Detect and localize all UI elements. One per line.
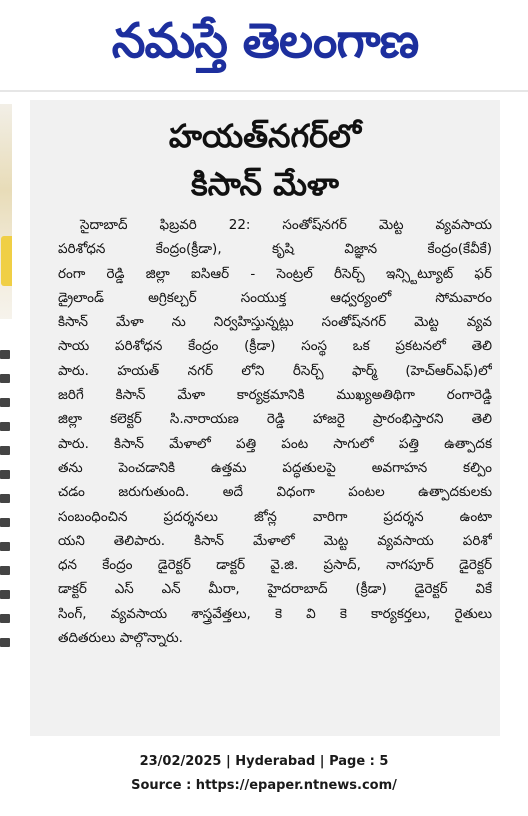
source-url: Source : https://epaper.ntnews.com/ bbox=[131, 778, 397, 793]
article-body-line: తను పెంచడానికి ఉత్తమ పద్ధతులపై అవగాహన కల్పిం bbox=[58, 459, 492, 476]
edition-info: 23/02/2025 | Hyderabad | Page : 5 bbox=[139, 754, 389, 769]
article-body-line: రంగా రెడ్డి జిల్లా ఐసిఆర్ - సెంట్రల్ రీసెర్చ్ ఇన్స్టిట్యూట్ ఫర్ bbox=[58, 265, 492, 282]
adjacent-photo-detail bbox=[1, 236, 12, 286]
article-body-line: జిల్లా కలెక్టర్ సి.నారాయణ రెడ్డి హాజరై ప్రారంభిస్తారని తెలి bbox=[58, 411, 492, 428]
article-body-line: సైదాబాద్ ఫిబ్రవరి 22: సంతోష్‌నగర్ మెట్ట వ్యవసాయ bbox=[80, 217, 492, 233]
article-body-line: సింగ్, వ్యవసాయ శాస్త్రవేత్తలు, కె వి కె కార్యకర్తలు, రైతులు bbox=[58, 605, 492, 622]
masthead-divider bbox=[0, 90, 528, 92]
news-article bbox=[30, 100, 500, 736]
article-body-line: తదితరులు పాల్గొన్నారు. bbox=[58, 630, 183, 647]
article-body bbox=[58, 213, 492, 650]
article-body-line: సాయ పరిశోధన కేంద్రం (క్రీడా) సంస్థ ఒక ప్రకటనలో తెలి bbox=[58, 338, 492, 355]
article-body-line: పారు. హయత్ నగర్ లోని రీసెర్చ్ ఫార్మ్ (హెచ్ఆర్ఎఫ్)లో bbox=[58, 362, 492, 379]
article-body-line: కిసాన్ మేళా ను నిర్వహిస్తున్నట్లు సంతోష్‌నగర్ మెట్ట వ్యవ bbox=[58, 314, 492, 331]
article-body-line: ధన కేంద్రం డైరెక్టర్ డాక్టర్ వై.జి. ప్రసాద్, నాగపూర్ డైరెక్టర్ bbox=[58, 557, 492, 574]
article-body-line: పరిశోధన కేంద్రం(క్రీడా), కృషి విజ్ఞాన కేంద్రం(కేవీకే) bbox=[58, 241, 492, 258]
adjacent-article-photo bbox=[0, 104, 12, 319]
article-headline-line-1: హయత్‌నగర్‌లో bbox=[168, 117, 362, 155]
article-body-line: డ్రైలాండ్ అగ్రికల్చర్ సంయుక్త ఆధ్వర్యంలో సోమవారం bbox=[58, 289, 492, 306]
article-body-line: సంబంధించిన ప్రదర్శనలు జోన్ల వారిగా ప్రదర్శన ఉంటా bbox=[58, 508, 492, 525]
adjacent-article-text-fragment bbox=[0, 350, 14, 662]
article-body-line: యని తెలిపారు. కిసాన్ మేళాలో మెట్ట వ్యవసాయ పరిశో bbox=[58, 532, 492, 549]
article-body-line: జరిగే కిసాన్ మేళా కార్యక్రమానికి ముఖ్యఅతిథిగా రంగారెడ్డి bbox=[58, 387, 492, 404]
article-body-line: చడం జరుగుతుంది. అదే విధంగా పంటల ఉత్పాదకులకు bbox=[58, 484, 492, 501]
article-headline-line-2: కిసాన్ మేళా bbox=[191, 165, 339, 203]
newspaper-masthead: నమస్తే తెలంగాణ bbox=[111, 13, 419, 69]
article-body-line: పారు. కిసాన్ మేళాలో పత్తి పంట సాగులో పత్తి ఉత్పాదక bbox=[58, 435, 492, 452]
article-body-line: డాక్టర్ ఎస్ ఎన్ మీరా, హైదరాబాద్ (క్రీడా) డైరెక్టర్ వికే bbox=[58, 581, 492, 598]
